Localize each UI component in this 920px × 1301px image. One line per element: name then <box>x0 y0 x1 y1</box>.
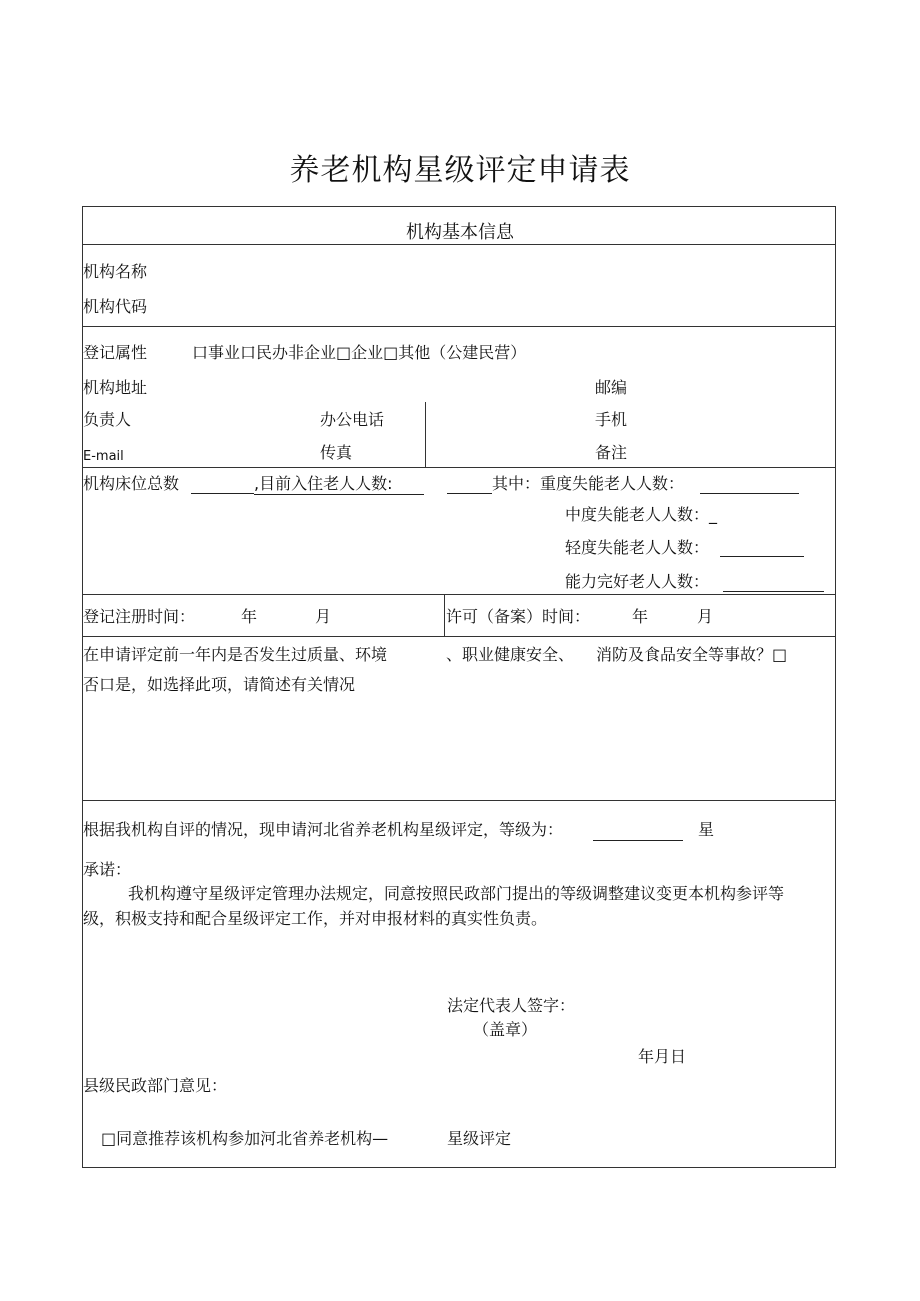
divider-accident <box>82 800 836 801</box>
severe-disability-blank[interactable] <box>700 493 799 494</box>
license-month-label: 月 <box>697 607 714 626</box>
license-time-label: 许可（备案）时间： <box>446 607 591 626</box>
star-level-blank[interactable] <box>593 840 683 841</box>
office-phone-label: 办公电话 <box>320 410 385 429</box>
license-year-label: 年 <box>632 607 649 626</box>
divider-basic <box>82 326 836 327</box>
recommend-checkbox-text[interactable]: □同意推荐该机构参加河北省养老机构— <box>101 1129 389 1148</box>
reg-attr-options[interactable]: 口事业口民办非企业□企业□其他（公建民营） <box>192 343 527 362</box>
signature-label: 法定代表人签字： <box>447 996 576 1015</box>
recommend-star-text: 星级评定 <box>447 1129 512 1148</box>
mild-disability-label: 轻度失能老人人数： <box>565 538 710 557</box>
accident-question-part3: 消防及食品安全等事故？□ <box>596 645 788 664</box>
capable-elderly-blank[interactable] <box>723 591 824 592</box>
reg-attr-label: 登记属性 <box>83 343 148 362</box>
mobile-label: 手机 <box>595 410 628 429</box>
date-label: 年月日 <box>638 1047 687 1066</box>
severe-disability-label: 其中：重度失能老人人数： <box>492 474 685 493</box>
accident-question-part2: 、职业健康安全、 <box>446 645 575 664</box>
address-label: 机构地址 <box>83 378 148 397</box>
divider-registration-vertical <box>444 594 445 636</box>
divider-contact-vertical <box>425 402 426 467</box>
email-label: E-mail <box>83 449 124 464</box>
divider-beds <box>82 594 836 595</box>
divider-header <box>82 244 836 245</box>
current-residents-blank[interactable] <box>254 494 424 495</box>
mild-disability-blank[interactable] <box>720 556 804 557</box>
reg-month-label: 月 <box>315 607 332 626</box>
application-text: 根据我机构自评的情况，现申请河北省养老机构星级评定，等级为： <box>83 820 564 839</box>
manager-label: 负责人 <box>83 410 132 429</box>
current-residents-label: ,目前入住老人人数: <box>254 474 393 493</box>
postcode-label: 邮编 <box>595 378 628 397</box>
total-beds-label: 机构床位总数 <box>83 474 180 493</box>
current-residents-blank-2[interactable] <box>447 493 492 494</box>
section-header: 机构基本信息 <box>406 222 514 243</box>
fax-label: 传真 <box>320 443 353 462</box>
promise-line-1: 我机构遵守星级评定管理办法规定，同意按照民政部门提出的等级调整建议变更本机构参评等 <box>128 884 785 903</box>
org-name-label: 机构名称 <box>83 262 148 281</box>
moderate-disability-label: 中度失能老人人数：_ <box>565 505 718 524</box>
capable-elderly-label: 能力完好老人人数： <box>565 572 710 591</box>
reg-year-label: 年 <box>241 607 258 626</box>
promise-label: 承诺： <box>83 860 132 879</box>
total-beds-blank[interactable] <box>191 493 254 494</box>
county-opinion-label: 县级民政部门意见： <box>83 1076 228 1095</box>
reg-time-label: 登记注册时间： <box>83 607 196 626</box>
accident-answer-line[interactable]: 否口是，如选择此项，请简述有关情况 <box>83 675 356 694</box>
accident-question-part1: 在申请评定前一年内是否发生过质量、环境 <box>83 645 388 664</box>
page-title: 养老机构星级评定申请表 <box>289 153 631 188</box>
divider-contact <box>82 467 836 468</box>
promise-line-2: 级，积极支持和配合星级评定工作，并对申报材料的真实性负责。 <box>83 909 548 928</box>
org-code-label: 机构代码 <box>83 297 148 316</box>
seal-label: （盖章） <box>473 1020 538 1039</box>
remarks-label: 备注 <box>595 443 628 462</box>
star-label: 星 <box>698 820 715 839</box>
divider-registration <box>82 636 836 637</box>
